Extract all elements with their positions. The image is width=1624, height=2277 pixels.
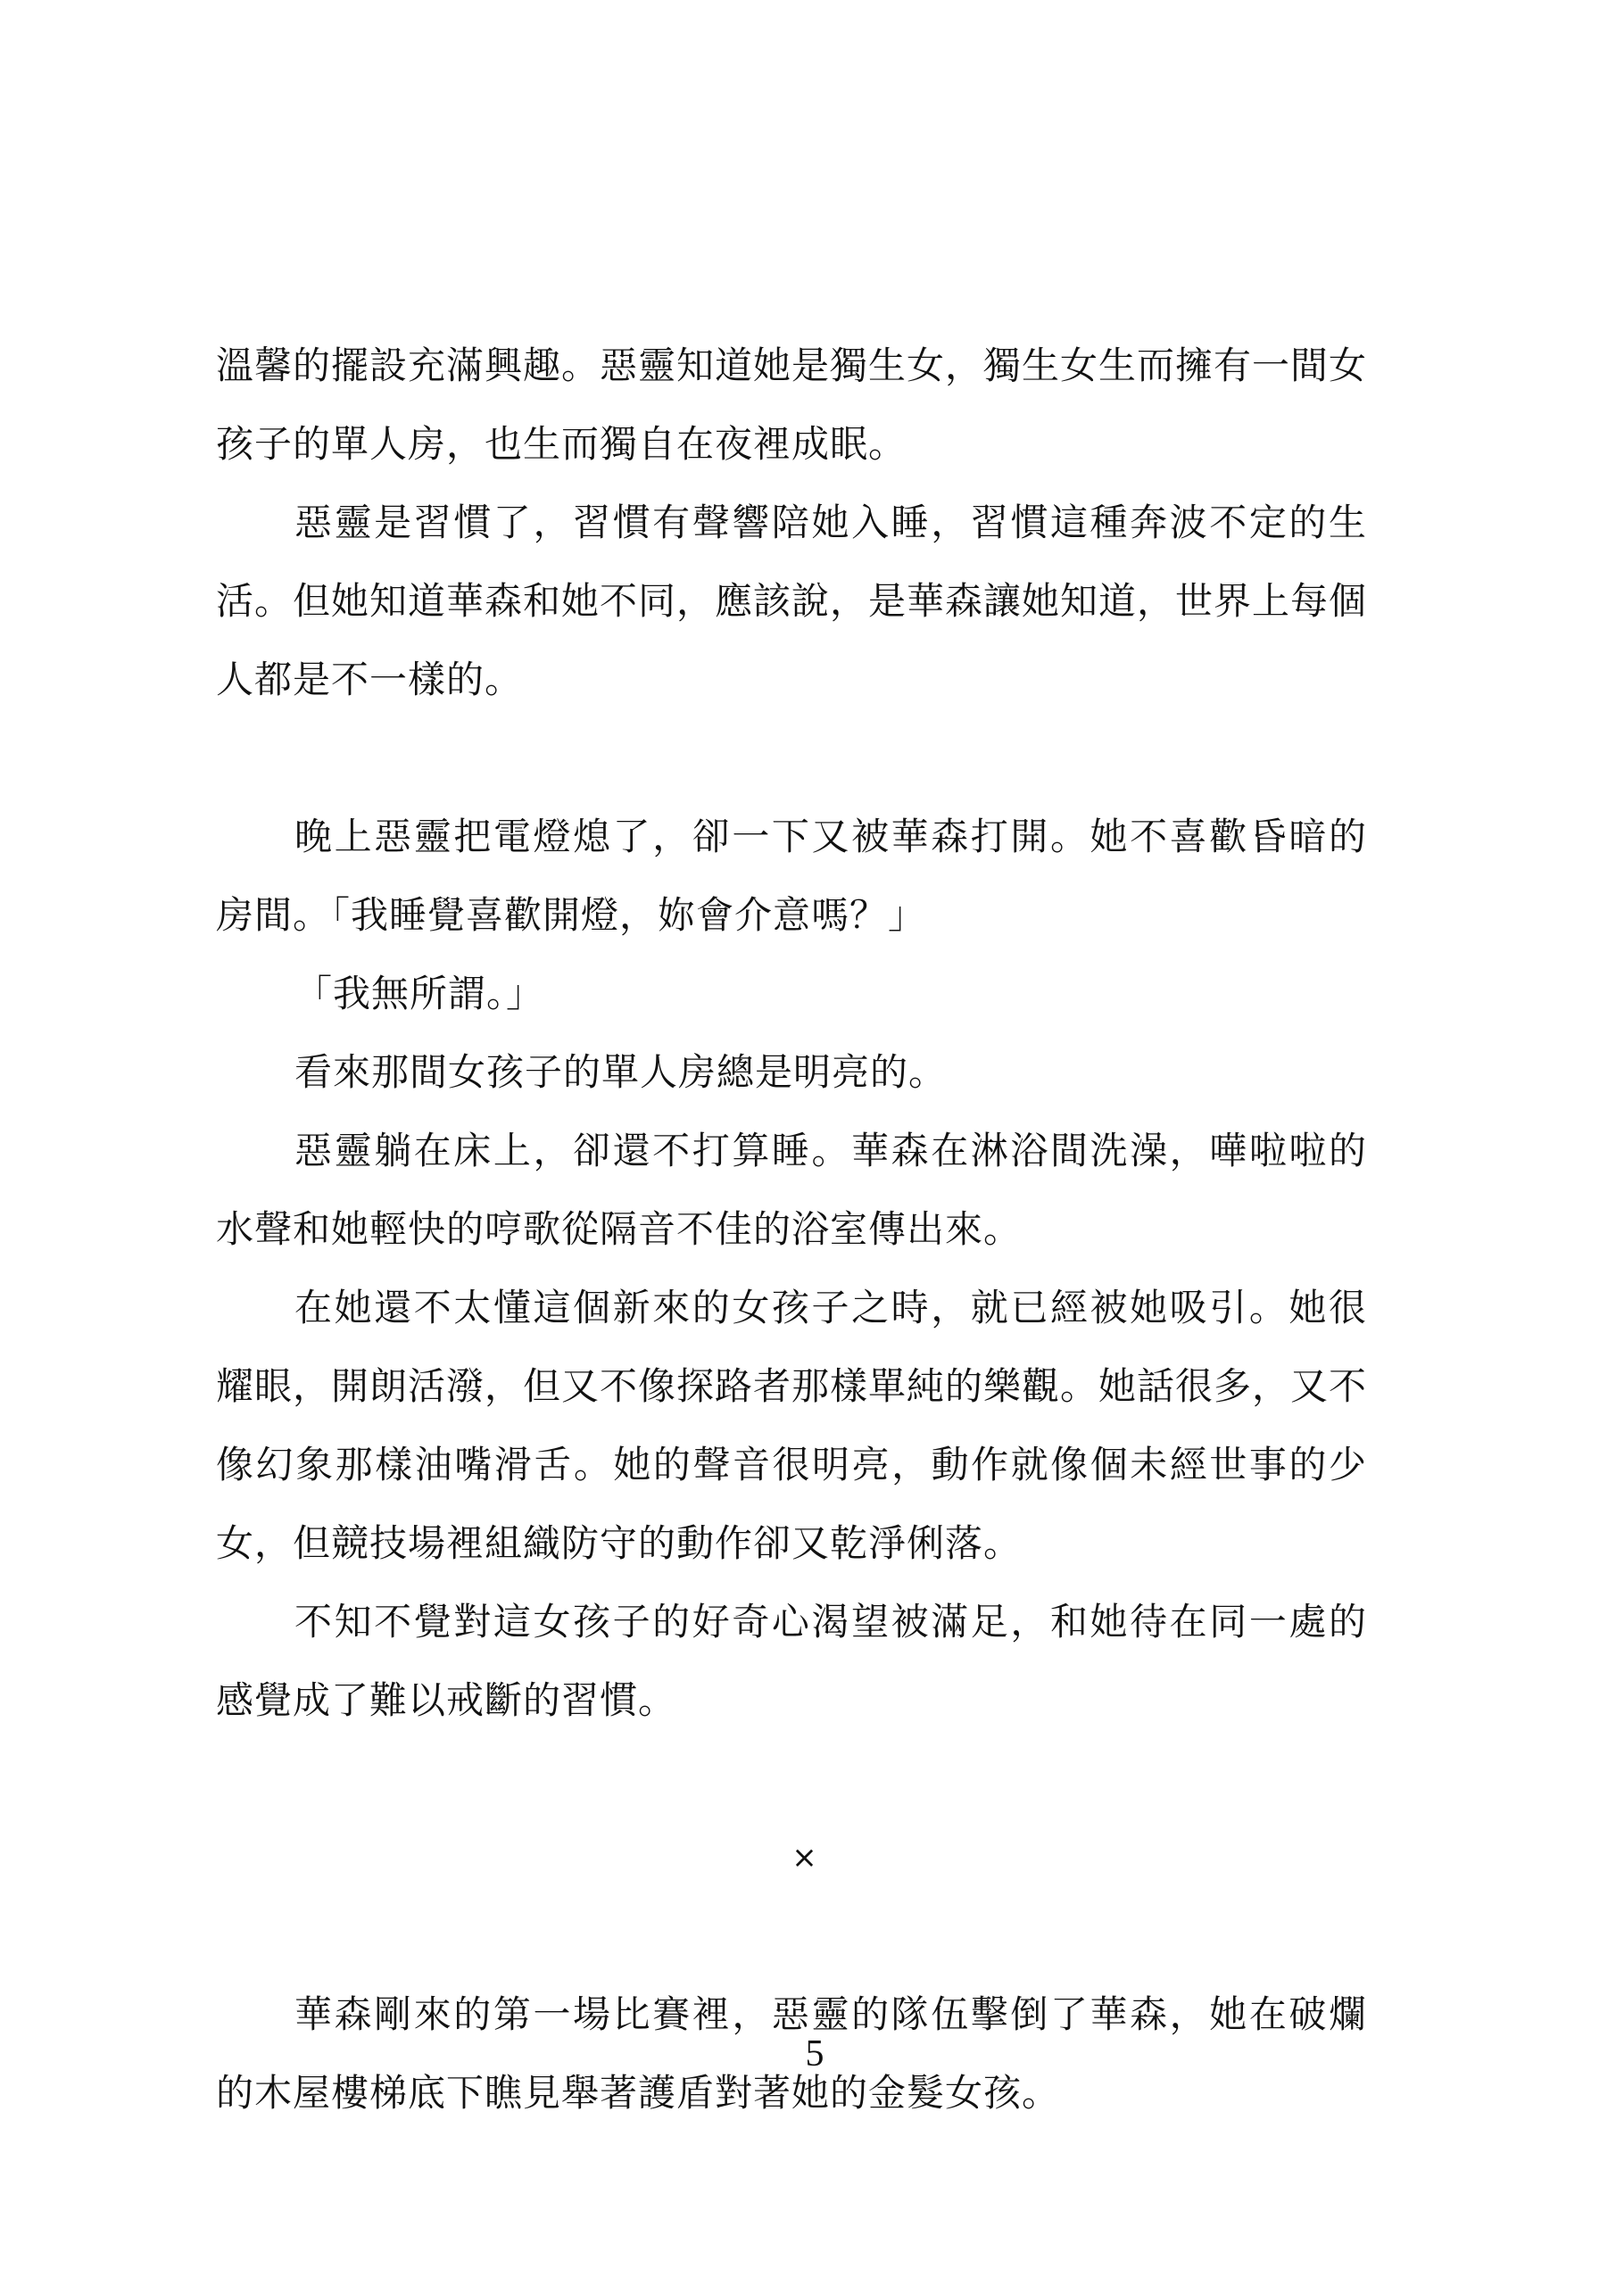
paragraph-9: 華森剛來的第一場比賽裡，惡靈的隊伍擊倒了華森，她在破爛的木屋樓梯底下瞧見舉著護盾對著她的金髮女孩。 [216, 1992, 1367, 2115]
paragraph-2: 惡靈是習慣了，習慣有聲響陪她入睡，習慣這種奔波不定的生活。但她知道華森和她不同，應該說，是華森讓她知道，世界上每個人都是不一樣的。 [216, 501, 1368, 701]
paragraph-1: 溫馨的擺設充滿興趣。惡靈知道她是獨生女，獨生女生而擁有一間女孩子的單人房，也生而獨自在夜裡成眠。 [216, 344, 1368, 466]
paragraph-7: 在她還不太懂這個新來的女孩子之時，就已經被她吸引。她很耀眼，開朗活潑，但又不像探路者那樣單純的樂觀。她話很多，又不像幻象那樣油嘴滑舌。她的聲音很明亮，動作就像個未經世事的少女，但競技場裡組織防守的動作卻又乾淨俐落。 [216, 1286, 1368, 1565]
page-number: 5 [805, 2033, 824, 2074]
paragraph-8: 不知不覺對這女孩子的好奇心渴望被滿足，和她待在同一處的感覺成了難以戒斷的習慣。 [216, 1600, 1367, 1722]
section-gap-top [216, 1740, 1367, 1818]
paragraph-5: 看來那間女孩子的單人房總是明亮的。 [294, 1050, 948, 1094]
paragraph-gap [216, 719, 1367, 798]
paragraph-4: 「我無所謂。」 [294, 972, 545, 1015]
body-text [216, 327, 1367, 2132]
paragraph-6: 惡靈躺在床上，卻還不打算睡。華森在淋浴間洗澡，嘩啦啦的水聲和她輕快的哼歌從隔音不佳的浴室傳出來。 [216, 1129, 1367, 1251]
section-gap-bottom [216, 1897, 1367, 1975]
paragraph-3: 晚上惡靈把電燈熄了，卻一下又被華森打開。她不喜歡昏暗的房間。「我睡覺喜歡開燈，妳會介意嗎？」 [216, 815, 1367, 937]
section-separator: × [791, 1840, 818, 1875]
